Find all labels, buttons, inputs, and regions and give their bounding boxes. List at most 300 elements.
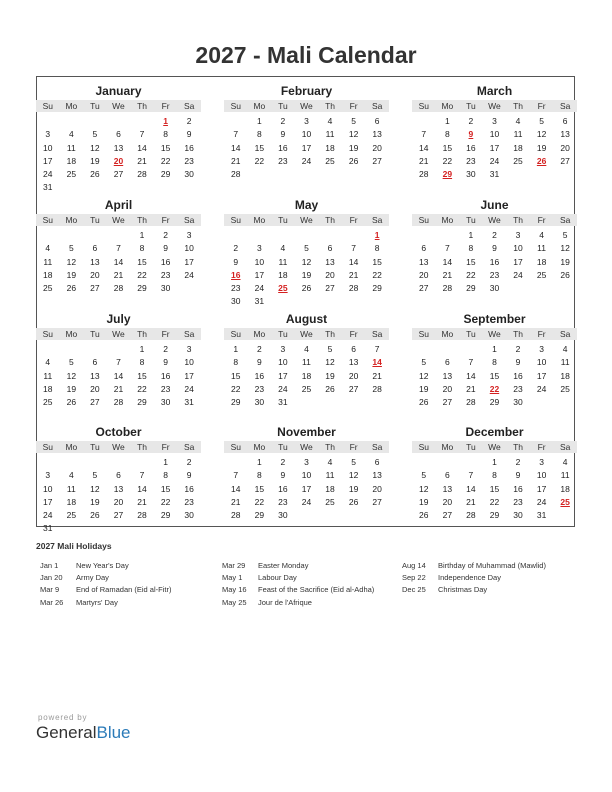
weekday-label: Sa bbox=[559, 329, 571, 339]
empty-day bbox=[60, 229, 84, 242]
empty-day bbox=[130, 115, 154, 128]
day-cell: 19 bbox=[325, 370, 335, 381]
day-cell: 30 bbox=[254, 397, 265, 408]
day-cell: 18 bbox=[301, 370, 312, 381]
weekday-label: We bbox=[488, 442, 501, 452]
holiday-item bbox=[218, 572, 398, 584]
weekday-label: We bbox=[300, 442, 313, 452]
day-cell: 14 bbox=[113, 256, 124, 267]
powered-by-text: powered by bbox=[38, 713, 88, 722]
month-october bbox=[36, 425, 201, 536]
day-cell: 5 bbox=[68, 357, 74, 368]
day-cell: 15 bbox=[489, 370, 500, 381]
weekday-label: Th bbox=[513, 101, 523, 111]
weekday-label: Sa bbox=[559, 215, 571, 225]
day-cell: 20 bbox=[325, 269, 335, 280]
day-cell: 14 bbox=[137, 483, 147, 494]
weekday-label: Sa bbox=[183, 442, 195, 452]
empty-day bbox=[271, 229, 295, 242]
day-cell: 7 bbox=[139, 129, 145, 140]
day-cell: 15 bbox=[137, 370, 147, 381]
day-cell: 15 bbox=[160, 142, 171, 153]
day-cell: 1 bbox=[139, 230, 145, 240]
day-cell: 22 bbox=[466, 269, 476, 280]
month-name: August bbox=[285, 312, 328, 326]
month-name: January bbox=[95, 84, 142, 98]
weekday-label: We bbox=[300, 101, 313, 111]
day-cell: 26 bbox=[66, 397, 77, 408]
day-cell: 31 bbox=[536, 510, 547, 521]
weekday-label: Fr bbox=[537, 442, 546, 452]
day-cell: 9 bbox=[515, 470, 521, 481]
day-cell: 24 bbox=[536, 496, 547, 507]
day-cell: 3 bbox=[304, 457, 309, 467]
day-cell: 12 bbox=[301, 256, 312, 267]
day-cell: 17 bbox=[301, 483, 312, 494]
day-cell: 18 bbox=[66, 155, 77, 166]
day-cell: 23 bbox=[489, 269, 500, 280]
day-cell: 12 bbox=[66, 370, 77, 381]
weekday-label: Fr bbox=[537, 101, 546, 111]
day-cell: 17 bbox=[489, 142, 500, 153]
day-cell: 16 bbox=[160, 370, 171, 381]
day-cell: 14 bbox=[419, 142, 429, 153]
day-cell: 18 bbox=[325, 483, 335, 494]
day-cell: 14 bbox=[442, 256, 453, 267]
day-cell: 10 bbox=[184, 357, 194, 368]
days-grid bbox=[224, 229, 389, 309]
empty-day bbox=[224, 456, 248, 469]
days-grid bbox=[412, 229, 577, 295]
day-cell: 6 bbox=[351, 344, 356, 354]
weekday-label: Tu bbox=[278, 329, 288, 339]
day-cell: 16 bbox=[513, 370, 523, 381]
weekday-label: Sa bbox=[371, 442, 383, 452]
weekday-label: Tu bbox=[90, 101, 100, 111]
day-cell: 19 bbox=[66, 383, 77, 394]
weekday-label: Fr bbox=[349, 329, 358, 339]
holiday-name: Christmas Day bbox=[438, 585, 488, 595]
weekday-label: We bbox=[488, 329, 501, 339]
day-cell: 7 bbox=[421, 129, 427, 140]
day-cell: 12 bbox=[419, 370, 429, 381]
holiday-date: May 1 bbox=[222, 573, 243, 583]
day-cell: 30 bbox=[466, 169, 476, 180]
day-cell: 23 bbox=[513, 496, 523, 507]
day-cell: 16 bbox=[184, 142, 194, 153]
day-cell: 15 bbox=[231, 370, 241, 381]
day-cell: 10 bbox=[536, 470, 547, 481]
weekday-label: Su bbox=[42, 215, 53, 225]
weekday-label: Tu bbox=[90, 329, 100, 339]
empty-day bbox=[248, 229, 272, 242]
day-cell: 21 bbox=[137, 155, 147, 166]
day-cell: 8 bbox=[492, 470, 497, 481]
day-cell: 17 bbox=[536, 370, 547, 381]
day-cell: 4 bbox=[562, 344, 568, 354]
weekday-label: Fr bbox=[161, 442, 170, 452]
weekday-label: Th bbox=[325, 442, 335, 452]
weekday-label: Tu bbox=[466, 329, 476, 339]
weekday-label: Fr bbox=[349, 101, 358, 111]
day-cell: 14 bbox=[466, 370, 476, 381]
day-cell: 22 bbox=[489, 496, 500, 507]
day-cell: 28 bbox=[419, 169, 429, 180]
day-cell: 4 bbox=[280, 243, 286, 254]
month-january bbox=[36, 84, 201, 195]
day-cell: 16 bbox=[278, 142, 288, 153]
day-cell: 29 bbox=[137, 397, 147, 408]
day-cell: 5 bbox=[351, 457, 356, 467]
day-cell: 22 bbox=[372, 269, 382, 280]
day-cell: 18 bbox=[66, 496, 77, 507]
day-cell: 12 bbox=[536, 129, 547, 140]
holiday-date: Sep 22 bbox=[402, 573, 426, 583]
day-cell: 5 bbox=[304, 243, 309, 254]
day-cell: 5 bbox=[327, 344, 333, 354]
day-cell: 24 bbox=[489, 155, 500, 166]
empty-day bbox=[107, 343, 131, 356]
day-cell: 6 bbox=[327, 243, 333, 254]
day-cell: 24 bbox=[301, 155, 312, 166]
day-cell: 25 bbox=[536, 269, 547, 280]
day-cell: 30 bbox=[513, 397, 523, 408]
empty-day bbox=[295, 229, 319, 242]
day-cell: 2 bbox=[468, 116, 474, 126]
day-cell: 28 bbox=[231, 510, 241, 521]
day-cell: 27 bbox=[113, 510, 124, 521]
day-cell: 31 bbox=[489, 169, 500, 180]
weekday-label: Sa bbox=[371, 329, 383, 339]
day-cell: 12 bbox=[419, 483, 429, 494]
holiday-item bbox=[218, 597, 398, 609]
day-cell: 5 bbox=[92, 470, 98, 481]
day-cell: 28 bbox=[466, 397, 476, 408]
day-cell: 25 bbox=[301, 383, 312, 394]
day-cell: 6 bbox=[116, 470, 121, 481]
day-cell: 28 bbox=[372, 383, 382, 394]
holiday-day: 9 bbox=[468, 129, 474, 140]
day-cell: 8 bbox=[163, 129, 168, 140]
day-cell: 12 bbox=[325, 357, 335, 368]
day-cell: 26 bbox=[348, 496, 359, 507]
day-cell: 17 bbox=[254, 269, 265, 280]
holiday-name: Jour de l'Afrique bbox=[258, 597, 312, 607]
day-cell: 19 bbox=[560, 256, 570, 267]
holiday-date: Dec 25 bbox=[402, 585, 426, 595]
day-cell: 8 bbox=[256, 470, 262, 481]
weekday-header bbox=[412, 214, 577, 226]
holiday-day: 1 bbox=[163, 116, 168, 126]
days-grid bbox=[412, 456, 577, 522]
day-cell: 18 bbox=[43, 269, 53, 280]
day-cell: 28 bbox=[113, 283, 124, 294]
holiday-name: New Year's Day bbox=[76, 561, 129, 570]
day-cell: 7 bbox=[233, 129, 239, 140]
day-cell: 8 bbox=[163, 470, 168, 481]
weekday-header bbox=[412, 100, 577, 112]
day-cell: 10 bbox=[489, 129, 500, 140]
weekday-label: Su bbox=[42, 442, 53, 452]
holiday-item bbox=[398, 584, 578, 596]
day-cell: 7 bbox=[116, 243, 121, 254]
day-cell: 17 bbox=[536, 483, 547, 494]
holiday-day: 20 bbox=[113, 155, 124, 166]
day-cell: 25 bbox=[325, 155, 335, 166]
day-cell: 2 bbox=[515, 457, 521, 467]
empty-day bbox=[412, 456, 436, 469]
day-cell: 24 bbox=[254, 283, 265, 294]
day-cell: 8 bbox=[492, 357, 497, 368]
day-cell: 4 bbox=[327, 457, 333, 467]
day-cell: 19 bbox=[66, 269, 77, 280]
day-cell: 27 bbox=[90, 397, 100, 408]
day-cell: 2 bbox=[233, 243, 239, 254]
days-grid bbox=[224, 115, 389, 181]
holiday-day: 26 bbox=[536, 155, 547, 166]
day-cell: 4 bbox=[68, 129, 74, 140]
day-cell: 19 bbox=[301, 269, 312, 280]
day-cell: 10 bbox=[254, 256, 265, 267]
day-cell: 17 bbox=[513, 256, 523, 267]
holiday-name: Labour Day bbox=[258, 573, 297, 583]
holiday-item bbox=[218, 584, 398, 596]
day-cell: 14 bbox=[113, 370, 124, 381]
holiday-column bbox=[36, 560, 216, 609]
weekday-header bbox=[224, 328, 389, 340]
day-cell: 20 bbox=[90, 383, 100, 394]
month-june bbox=[412, 198, 577, 295]
day-cell: 31 bbox=[184, 397, 194, 408]
month-name: September bbox=[463, 312, 526, 326]
day-cell: 25 bbox=[513, 155, 523, 166]
weekday-label: Th bbox=[513, 329, 523, 339]
day-cell: 6 bbox=[374, 457, 380, 467]
holiday-name: Army Day bbox=[76, 573, 109, 583]
day-cell: 1 bbox=[139, 344, 145, 354]
day-cell: 9 bbox=[163, 357, 168, 368]
day-cell: 3 bbox=[539, 457, 544, 467]
holiday-date: Aug 14 bbox=[402, 561, 426, 570]
weekday-header bbox=[36, 214, 201, 226]
empty-day bbox=[459, 456, 483, 469]
day-cell: 10 bbox=[301, 129, 312, 140]
weekday-label: Fr bbox=[161, 215, 170, 225]
weekday-label: We bbox=[300, 329, 313, 339]
day-cell: 6 bbox=[444, 470, 450, 481]
days-grid bbox=[224, 456, 389, 522]
day-cell: 16 bbox=[513, 483, 523, 494]
month-february bbox=[224, 84, 389, 181]
day-cell: 13 bbox=[419, 256, 429, 267]
weekday-label: Mo bbox=[441, 101, 454, 111]
weekday-label: Sa bbox=[183, 101, 195, 111]
days-grid bbox=[412, 115, 577, 181]
day-cell: 6 bbox=[374, 116, 380, 126]
day-cell: 27 bbox=[113, 169, 124, 180]
brand-general: General bbox=[36, 723, 97, 742]
day-cell: 16 bbox=[466, 142, 476, 153]
day-cell: 30 bbox=[184, 510, 194, 521]
month-july bbox=[36, 312, 201, 409]
day-cell: 3 bbox=[539, 344, 544, 354]
weekday-label: Mo bbox=[65, 442, 78, 452]
weekday-label: Th bbox=[137, 329, 147, 339]
day-cell: 2 bbox=[492, 230, 497, 240]
day-cell: 3 bbox=[304, 116, 309, 126]
day-cell: 20 bbox=[113, 496, 124, 507]
weekday-label: Tu bbox=[278, 101, 288, 111]
day-cell: 27 bbox=[419, 283, 429, 294]
day-cell: 25 bbox=[43, 283, 53, 294]
day-cell: 13 bbox=[90, 256, 100, 267]
day-cell: 2 bbox=[256, 344, 262, 354]
day-cell: 14 bbox=[231, 483, 241, 494]
holiday-column bbox=[398, 560, 578, 597]
day-cell: 11 bbox=[278, 256, 288, 267]
day-cell: 24 bbox=[278, 383, 288, 394]
day-cell: 30 bbox=[489, 283, 500, 294]
day-cell: 15 bbox=[466, 256, 476, 267]
day-cell: 11 bbox=[66, 142, 76, 153]
day-cell: 7 bbox=[374, 344, 380, 354]
day-cell: 5 bbox=[562, 230, 568, 240]
day-cell: 10 bbox=[301, 470, 312, 481]
holiday-date: Mar 9 bbox=[40, 585, 60, 595]
day-cell: 13 bbox=[372, 129, 382, 140]
day-cell: 10 bbox=[43, 142, 53, 153]
weekday-label: Su bbox=[418, 329, 429, 339]
day-cell: 19 bbox=[419, 496, 429, 507]
holidays-title: 2027 Mali Holidays bbox=[36, 541, 112, 551]
day-cell: 21 bbox=[231, 496, 241, 507]
weekday-header bbox=[36, 100, 201, 112]
brand-blue: Blue bbox=[96, 723, 131, 742]
day-cell: 30 bbox=[160, 397, 171, 408]
day-cell: 23 bbox=[160, 383, 171, 394]
day-cell: 2 bbox=[186, 116, 192, 126]
day-cell: 15 bbox=[137, 256, 147, 267]
weekday-label: Th bbox=[325, 215, 335, 225]
holiday-date: Mar 26 bbox=[40, 597, 64, 607]
day-cell: 12 bbox=[90, 142, 100, 153]
weekday-label: Tu bbox=[90, 215, 100, 225]
month-name: March bbox=[476, 84, 513, 98]
day-cell: 28 bbox=[442, 283, 453, 294]
holiday-day: 22 bbox=[489, 383, 500, 394]
day-cell: 22 bbox=[160, 155, 171, 166]
holiday-date: Jan 1 bbox=[40, 561, 59, 570]
day-cell: 24 bbox=[43, 510, 53, 521]
day-cell: 16 bbox=[184, 483, 194, 494]
empty-day bbox=[83, 115, 107, 128]
day-cell: 2 bbox=[163, 230, 168, 240]
day-cell: 20 bbox=[560, 142, 570, 153]
weekday-label: Mo bbox=[65, 101, 78, 111]
day-cell: 23 bbox=[231, 283, 241, 294]
weekday-label: Mo bbox=[65, 215, 78, 225]
weekday-header bbox=[412, 441, 577, 453]
day-cell: 9 bbox=[280, 129, 286, 140]
holiday-item bbox=[36, 572, 216, 584]
day-cell: 29 bbox=[372, 283, 382, 294]
empty-day bbox=[107, 456, 131, 469]
month-name: June bbox=[480, 198, 509, 212]
day-cell: 3 bbox=[515, 230, 521, 240]
day-cell: 12 bbox=[348, 129, 359, 140]
day-cell: 11 bbox=[325, 470, 335, 481]
day-cell: 8 bbox=[444, 129, 450, 140]
weekday-label: Fr bbox=[537, 329, 546, 339]
day-cell: 24 bbox=[301, 496, 312, 507]
day-cell: 13 bbox=[90, 370, 100, 381]
weekday-header bbox=[224, 214, 389, 226]
day-cell: 1 bbox=[256, 457, 262, 467]
day-cell: 2 bbox=[515, 344, 521, 354]
day-cell: 28 bbox=[348, 283, 359, 294]
days-grid bbox=[224, 343, 389, 409]
day-cell: 8 bbox=[139, 243, 145, 254]
day-cell: 3 bbox=[45, 129, 51, 140]
empty-day bbox=[436, 456, 460, 469]
weekday-label: Fr bbox=[161, 101, 170, 111]
day-cell: 14 bbox=[231, 142, 241, 153]
day-cell: 16 bbox=[489, 256, 500, 267]
day-cell: 13 bbox=[113, 142, 124, 153]
empty-day bbox=[60, 343, 84, 356]
day-cell: 31 bbox=[43, 523, 53, 534]
day-cell: 25 bbox=[43, 397, 53, 408]
day-cell: 20 bbox=[372, 483, 382, 494]
day-cell: 17 bbox=[184, 370, 194, 381]
day-cell: 8 bbox=[468, 243, 474, 254]
day-cell: 4 bbox=[68, 470, 74, 481]
day-cell: 21 bbox=[466, 496, 476, 507]
month-september bbox=[412, 312, 577, 409]
day-cell: 27 bbox=[442, 397, 453, 408]
day-cell: 23 bbox=[160, 269, 171, 280]
day-cell: 25 bbox=[66, 169, 77, 180]
day-cell: 6 bbox=[421, 243, 427, 254]
day-cell: 29 bbox=[489, 397, 500, 408]
day-cell: 15 bbox=[254, 142, 265, 153]
day-cell: 23 bbox=[278, 496, 288, 507]
day-cell: 24 bbox=[513, 269, 523, 280]
day-cell: 21 bbox=[466, 383, 476, 394]
weekday-header bbox=[224, 441, 389, 453]
day-cell: 22 bbox=[137, 269, 147, 280]
weekday-label: Mo bbox=[441, 215, 454, 225]
holiday-day: 29 bbox=[442, 169, 453, 180]
day-cell: 10 bbox=[43, 483, 53, 494]
day-cell: 13 bbox=[560, 129, 570, 140]
days-grid bbox=[36, 115, 201, 195]
day-cell: 19 bbox=[90, 496, 100, 507]
day-cell: 23 bbox=[513, 383, 523, 394]
day-cell: 27 bbox=[372, 496, 382, 507]
holiday-item bbox=[36, 560, 216, 572]
holiday-day: 14 bbox=[372, 357, 382, 368]
day-cell: 29 bbox=[489, 510, 500, 521]
day-cell: 4 bbox=[327, 116, 333, 126]
day-cell: 29 bbox=[231, 397, 241, 408]
holiday-item bbox=[218, 560, 398, 572]
day-cell: 1 bbox=[233, 344, 239, 354]
day-cell: 7 bbox=[139, 470, 145, 481]
holiday-date: Jan 20 bbox=[40, 573, 63, 583]
weekday-label: Mo bbox=[253, 329, 266, 339]
day-cell: 2 bbox=[280, 116, 286, 126]
